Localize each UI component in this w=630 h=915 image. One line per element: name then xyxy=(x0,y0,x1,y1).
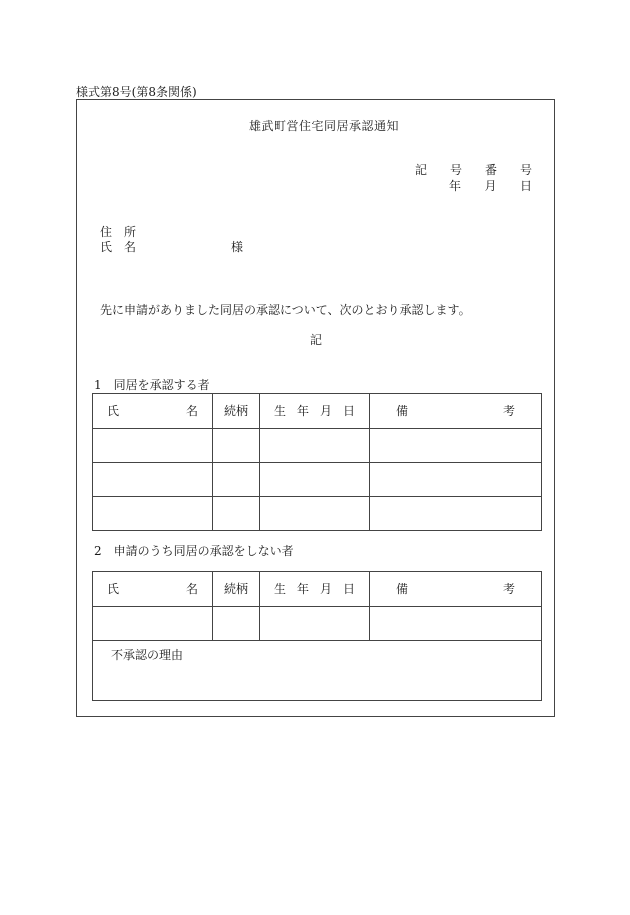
approved-persons-table xyxy=(92,393,542,531)
rejected-persons-table xyxy=(92,571,542,701)
cell-name[interactable] xyxy=(93,463,213,497)
header-name: 氏 名 xyxy=(93,394,213,429)
reason-row xyxy=(93,641,542,701)
table-header-row xyxy=(93,394,542,429)
reference-char: 号 xyxy=(519,163,532,177)
cell-birthdate[interactable] xyxy=(260,497,370,531)
reference-number-line xyxy=(415,163,532,177)
header-birthdate: 生 年 月 日 xyxy=(260,572,370,607)
reference-char: 号 xyxy=(449,163,462,177)
date-day-label: 日 xyxy=(519,179,532,193)
reference-char: 記 xyxy=(415,163,428,177)
cell-remarks[interactable] xyxy=(370,607,542,641)
cell-remarks[interactable] xyxy=(370,497,542,531)
table-row xyxy=(93,463,542,497)
cell-relation[interactable] xyxy=(213,463,260,497)
header-relation: 続柄 xyxy=(213,394,260,429)
cell-remarks[interactable] xyxy=(370,463,542,497)
cell-name[interactable] xyxy=(93,429,213,463)
cell-name[interactable] xyxy=(93,607,213,641)
cell-relation[interactable] xyxy=(213,429,260,463)
cell-relation[interactable] xyxy=(213,607,260,641)
header-remarks: 備 考 xyxy=(370,572,542,607)
document-title: 雄武町営住宅同居承認通知 xyxy=(249,119,400,133)
cell-relation[interactable] xyxy=(213,497,260,531)
section2-title: 2 申請のうち同居の承認をしない者 xyxy=(94,544,294,558)
header-birthdate: 生 年 月 日 xyxy=(260,394,370,429)
date-month-label: 月 xyxy=(484,179,497,193)
reference-char: 番 xyxy=(484,163,497,177)
form-id: 様式第8号(第8条関係) xyxy=(76,85,197,99)
reason-label: 不承認の理由 xyxy=(111,648,184,662)
date-line xyxy=(449,179,532,193)
header-remarks: 備 考 xyxy=(370,394,542,429)
section1-title: 1 同居を承認する者 xyxy=(94,378,210,392)
table-row xyxy=(93,607,542,641)
header-relation: 続柄 xyxy=(213,572,260,607)
cell-birthdate[interactable] xyxy=(260,463,370,497)
reason-cell[interactable] xyxy=(93,641,542,701)
header-name: 氏 名 xyxy=(93,572,213,607)
table-header-row xyxy=(93,572,542,607)
cell-remarks[interactable] xyxy=(370,429,542,463)
cell-name[interactable] xyxy=(93,497,213,531)
name-label: 氏 名 xyxy=(100,240,137,254)
ki-heading: 記 xyxy=(310,333,323,347)
cell-birthdate[interactable] xyxy=(260,429,370,463)
date-year-label: 年 xyxy=(449,179,462,193)
table-row xyxy=(93,429,542,463)
table-row xyxy=(93,497,542,531)
address-label: 住 所 xyxy=(100,225,137,239)
cell-birthdate[interactable] xyxy=(260,607,370,641)
body-text: 先に申請がありました同居の承認について、次のとおり承認します。 xyxy=(100,303,471,317)
honorific: 様 xyxy=(231,240,244,254)
